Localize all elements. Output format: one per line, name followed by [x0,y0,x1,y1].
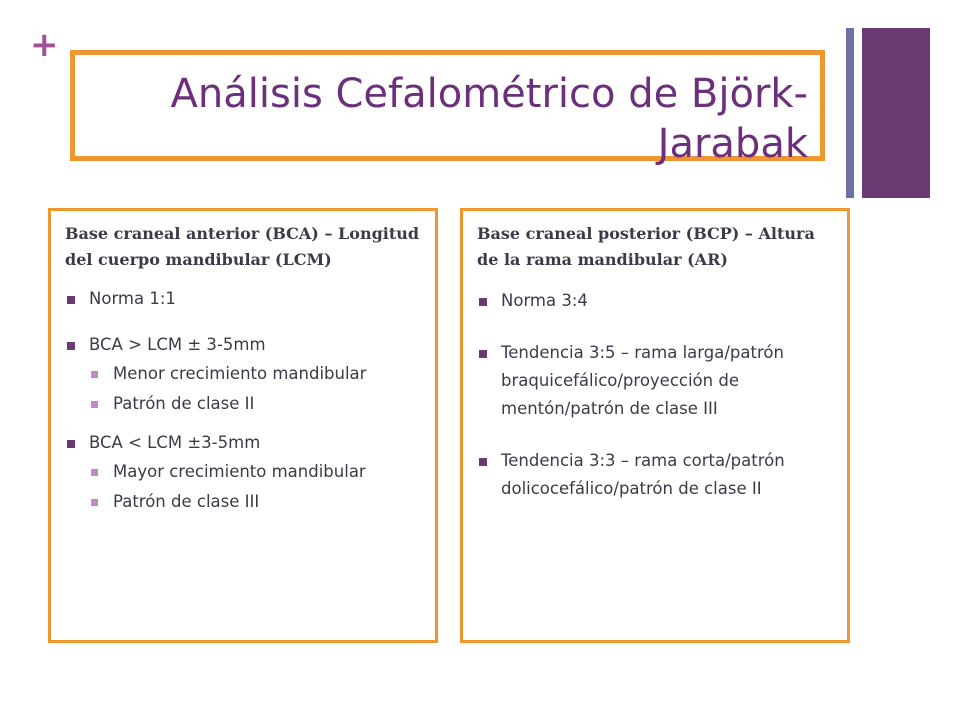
decorative-bar-thick [862,28,930,198]
list-item-text: BCA > LCM ± 3-5mm [89,335,266,354]
sub-list-item-text: Patrón de clase II [113,394,255,413]
square-bullet-icon [479,298,487,306]
list-item-text: Tendencia 3:3 – rama corta/patrón dolicocefálico/patrón de clase II [501,451,785,498]
sub-list-item-text: Menor crecimiento mandibular [113,364,367,383]
slide-title: Análisis Cefalométrico de Björk-Jarabak [170,71,808,167]
left-heading: Base craneal anterior (BCA) – Longitud del cuerpo mandibular (LCM) [65,224,420,269]
square-bullet-icon [91,469,98,476]
square-bullet-icon [91,499,98,506]
square-bullet-icon [67,296,75,304]
sub-list-item-text: Patrón de clase III [113,492,260,511]
list-item [65,287,423,311]
list-item-text: Norma 1:1 [89,289,176,308]
list-item [477,287,835,315]
square-bullet-icon [67,440,75,448]
square-bullet-icon [91,371,98,378]
left-list [65,287,423,513]
list-item [477,447,835,503]
sub-list [89,363,423,415]
list-item-text: Norma 3:4 [501,291,588,310]
list-item [65,333,423,415]
decorative-bar-thin [846,28,854,198]
square-bullet-icon [479,350,487,358]
list-item [65,431,423,513]
sub-list-item [89,393,423,415]
square-bullet-icon [67,342,75,350]
sub-list-item [89,363,423,385]
sub-list-item [89,461,423,483]
list-item [477,339,835,423]
sub-list [89,461,423,513]
left-panel [48,208,438,643]
sub-list-item-text: Mayor crecimiento mandibular [113,462,366,481]
right-list [477,287,835,503]
title-box [70,50,825,167]
right-panel [460,208,850,643]
plus-icon: + [30,25,59,65]
square-bullet-icon [91,401,98,408]
list-item-text: BCA < LCM ±3-5mm [89,433,261,452]
sub-list-item [89,491,423,513]
list-item-text: Tendencia 3:5 – rama larga/patrón braquicefálico/proyección de mentón/patrón de clase III [501,343,784,418]
square-bullet-icon [479,458,487,466]
right-heading: Base craneal posterior (BCP) – Altura de la rama mandibular (AR) [477,224,815,269]
